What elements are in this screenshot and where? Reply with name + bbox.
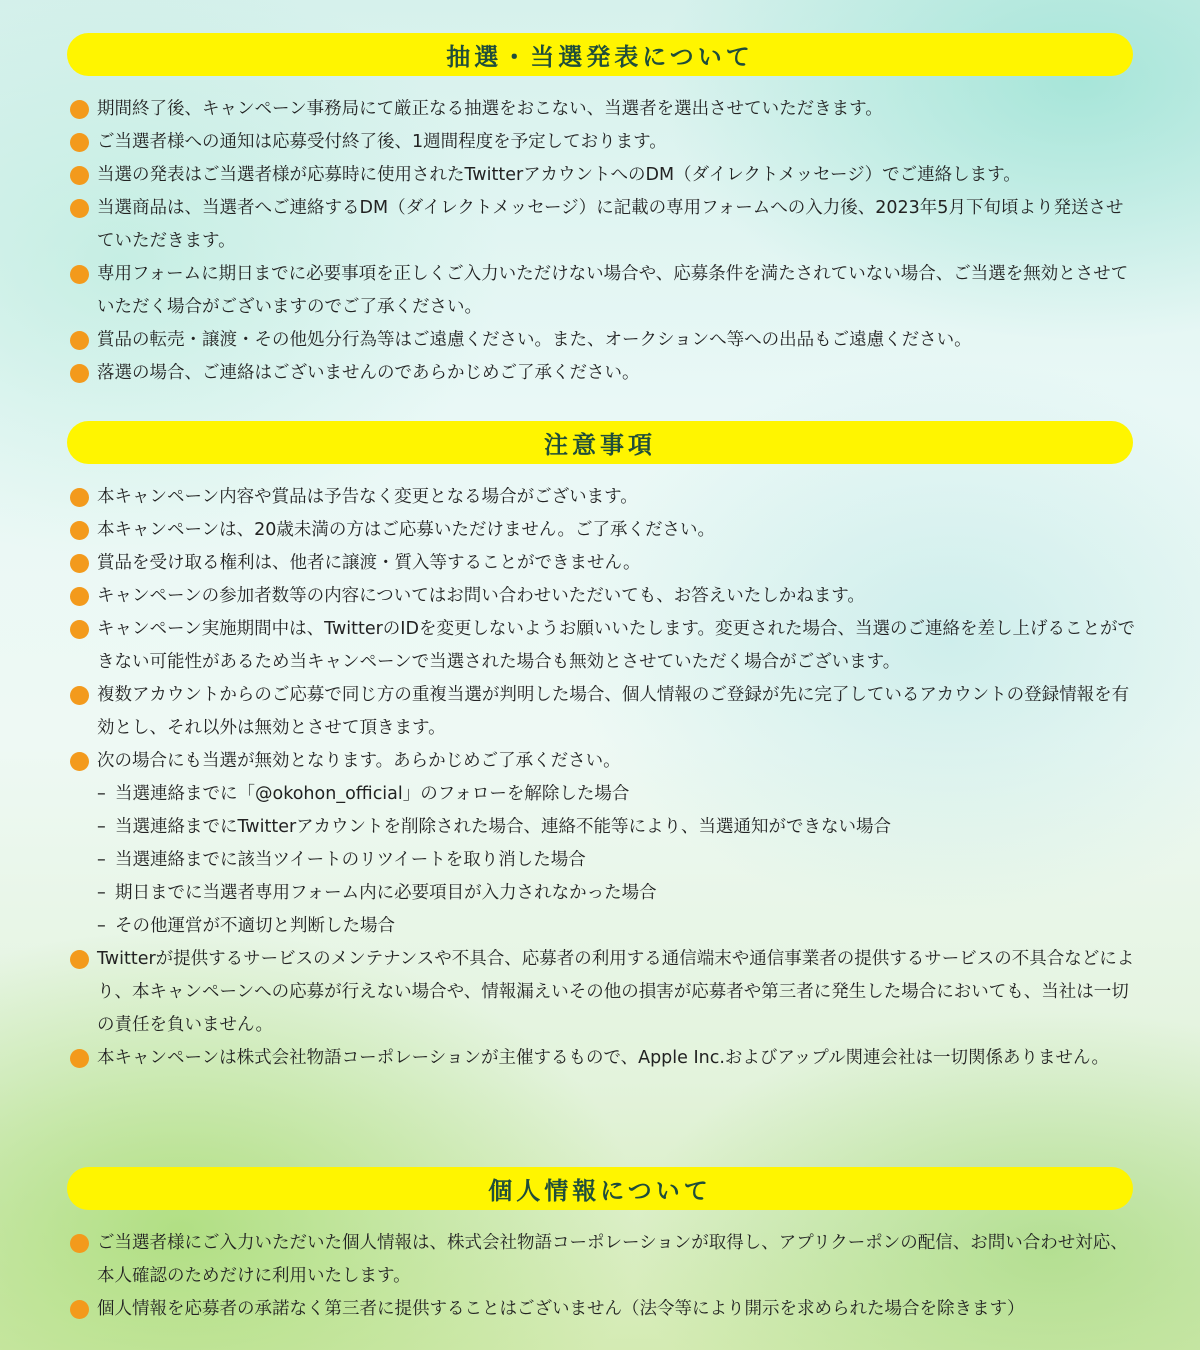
list-item [70,481,1140,514]
list-item [70,258,1140,324]
invalidation-conditions-list [0,778,1140,943]
notice-list [0,481,1140,778]
sub-list-item [97,877,1140,910]
orange-dot-bullet-icon [70,686,89,705]
list-item-text: 賞品の転売・譲渡・その他処分行為等はご遠慮ください。また、オークションへ等への出品もご遠慮ください。 [97,330,972,350]
orange-dot-bullet-icon [70,752,89,771]
list-item-text: 本キャンペーンは株式会社物語コーポレーションが主催するもので、Apple Inc.およびアップル関連会社は一切関係ありません。 [97,1048,1110,1068]
list-item [70,1227,1140,1293]
orange-dot-bullet-icon [70,331,89,350]
list-item-text: 本キャンペーン内容や賞品は予告なく変更となる場合がございます。 [97,487,638,507]
section-title: 抽選・当選発表について [446,43,754,71]
section-title: 注意事項 [544,431,656,459]
sub-list-item [97,844,1140,877]
list-item-text: キャンペーンの参加者数等の内容についてはお問い合わせいただいても、お答えいたしかねます。 [97,586,865,606]
list-item-text: 落選の場合、ご連絡はございませんのであらかじめご了承ください。 [97,363,640,383]
list-item-text: 次の場合にも当選が無効となります。あらかじめご了承ください。 [97,751,621,771]
section-precautions [0,421,1200,1075]
orange-dot-bullet-icon [70,1300,89,1319]
orange-dot-bullet-icon [70,133,89,152]
orange-dot-bullet-icon [70,1234,89,1253]
list-item-text: キャンペーン実施期間中は、TwitterのIDを変更しないようお願いいたします。変更された場合、当選のご連絡を差し上げることができない可能性があるため当キャンペーンで当選された場合も無効とさせていただく場合がございます。 [97,619,1136,672]
sub-list-item-text: 当選連絡までに「@okohon_official」のフォローを解除した場合 [115,784,630,804]
list-item [70,1042,1140,1075]
orange-dot-bullet-icon [70,521,89,540]
list-item [70,613,1140,679]
list-item-text: ご当選者様にご入力いただいた個人情報は、株式会社物語コーポレーションが取得し、アプリクーポンの配信、お問い合わせ対応、本人確認のためだけに利用いたします。 [97,1233,1128,1286]
list-item-text: 賞品を受け取る権利は、他者に譲渡・質入等することができません。 [97,553,641,573]
list-item [70,126,1140,159]
section-heading-banner [67,33,1133,76]
orange-dot-bullet-icon [70,587,89,606]
dash-marker: – [97,817,106,837]
sub-list-item [97,811,1140,844]
section-lottery-announcement [0,33,1200,390]
orange-dot-bullet-icon [70,554,89,573]
orange-dot-bullet-icon [70,1049,89,1068]
list-item [70,580,1140,613]
orange-dot-bullet-icon [70,265,89,284]
sub-list-item [97,910,1140,943]
orange-dot-bullet-icon [70,166,89,185]
sub-list-item [97,778,1140,811]
sub-list-item-text: 期日までに当選者専用フォーム内に必要項目が入力されなかった場合 [115,883,657,903]
section-title: 個人情報について [488,1177,712,1205]
orange-dot-bullet-icon [70,488,89,507]
list-item [70,679,1140,745]
orange-dot-bullet-icon [70,364,89,383]
orange-dot-bullet-icon [70,950,89,969]
list-item-text: 当選商品は、当選者へご連絡するDM（ダイレクトメッセージ）に記載の専用フォームへの入力後、2023年5月下旬頃より発送させていただきます。 [97,198,1124,251]
notice-list-continued [0,943,1140,1075]
list-item-text: 期間終了後、キャンペーン事務局にて厳正なる抽選をおこない、当選者を選出させていただきます。 [97,99,883,119]
list-item-text: 個人情報を応募者の承諾なく第三者に提供することはございません（法令等により開示を求められた場合を除きます） [97,1299,1025,1319]
notice-list [0,93,1140,390]
dash-marker: – [97,916,106,936]
list-item-text: 専用フォームに期日までに必要事項を正しくご入力いただけない場合や、応募条件を満たされていない場合、ご当選を無効とさせていただく場合がございますのでご了承ください。 [97,264,1129,317]
sub-list-item-text: 当選連絡までに該当ツイートのリツイートを取り消した場合 [115,850,586,870]
dash-marker: – [97,883,106,903]
dash-marker: – [97,850,106,870]
list-item [70,1293,1140,1326]
list-item-text: 複数アカウントからのご応募で同じ方の重複当選が判明した場合、個人情報のご登録が先に完了しているアカウントの登録情報を有効とし、それ以外は無効とさせて頂きます。 [97,685,1130,738]
sub-list-item-text: 当選連絡までにTwitterアカウントを削除された場合、連絡不能等により、当選通知ができない場合 [115,817,891,837]
list-item [70,745,1140,778]
list-item-text: 当選の発表はご当選者様が応募時に使用されたTwitterアカウントへのDM（ダイレクトメッセージ）でご連絡します。 [97,165,1021,185]
list-item [70,357,1140,390]
list-item [70,324,1140,357]
section-heading-banner [67,1167,1133,1210]
list-item [70,547,1140,580]
notice-list [0,1227,1140,1326]
orange-dot-bullet-icon [70,620,89,639]
section-personal-information [0,1167,1200,1326]
orange-dot-bullet-icon [70,100,89,119]
list-item-text: ご当選者様への通知は応募受付終了後、1週間程度を予定しております。 [97,132,667,152]
section-heading-banner [67,421,1133,464]
list-item [70,943,1140,1042]
list-item [70,159,1140,192]
list-item [70,93,1140,126]
list-item [70,192,1140,258]
list-item-text: 本キャンペーンは、20歳未満の方はご応募いただけません。ご了承ください。 [97,520,715,540]
orange-dot-bullet-icon [70,199,89,218]
list-item [70,514,1140,547]
dash-marker: – [97,784,106,804]
list-item-text: Twitterが提供するサービスのメンテナンスや不具合、応募者の利用する通信端末や通信事業者の提供するサービスの不具合などにより、本キャンペーンへの応募が行えない場合や、情報漏えいその他の損害が応募者や第三者に発生した場合においても、当社は一切の責任を負いません。 [97,949,1135,1035]
sub-list-item-text: その他運営が不適切と判断した場合 [115,916,395,936]
